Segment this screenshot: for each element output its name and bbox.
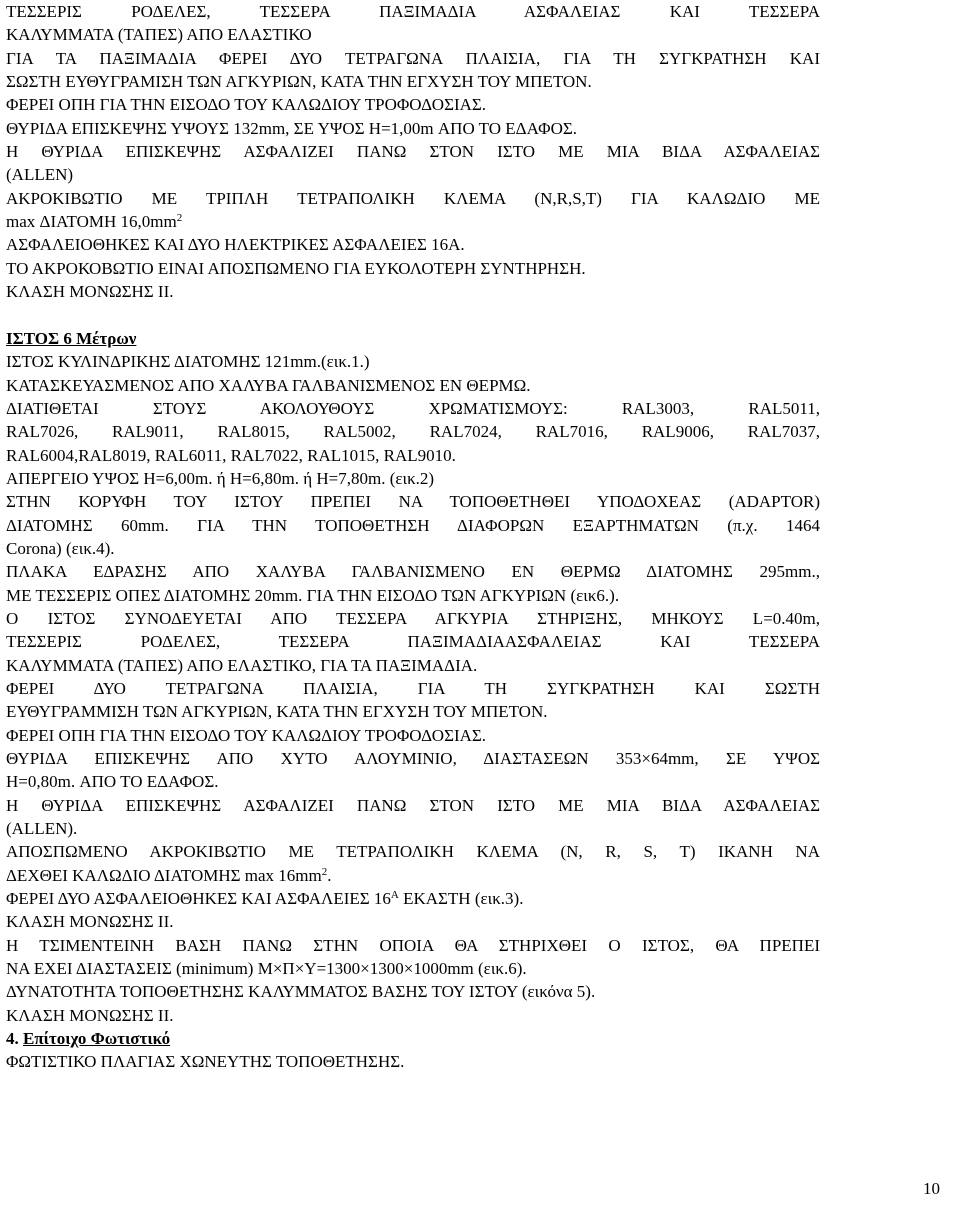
line-text: ΑΚΡΟΚΙΒΩΤΙΟ ΜΕ ΤΡΙΠΛΗ ΤΕΤΡΑΠΟΛΙΚΗ ΚΛΕΜΑ (N,R,S,T) ΓΙΑ ΚΑΛΩΔΙΟ ΜΕ <box>6 188 820 208</box>
text-line <box>6 514 820 537</box>
line-text: (ALLEN) <box>6 165 74 185</box>
line-text: ΔΙΑΤΙΘΕΤΑΙ ΣΤΟΥΣ ΑΚΟΛΟΥΘΟΥΣ ΧΡΩΜΑΤΙΣΜΟΥΣ: RAL3003, RAL5011, <box>6 398 820 418</box>
line-text: ΤΕΣΣΕΡΙΣ ΡΟΔΕΛΕΣ, ΤΕΣΣΕΡΑ ΠΑΞΙΜΑΔΙΑΑΣΦΑΛΕΙΑΣ ΚΑΙ ΤΕΣΣΕΡΑ <box>6 632 820 652</box>
text-line <box>6 560 820 583</box>
line-text: ΘΥΡΙΔΑ ΕΠΙΣΚΕΨΗΣ ΥΨΟΥΣ 132mm, ΣΕ ΥΨΟΣ Η=1,00m ΑΠΟ ΤΟ ΕΔΑΦΟΣ. <box>6 118 578 138</box>
text-line <box>6 537 820 560</box>
text-line <box>6 374 820 397</box>
line-text: ΦΕΡΕΙ ΔΥΟ ΑΣΦΑΛΕΙΟΘΗΚΕΣ ΚΑΙ ΑΣΦΑΛΕΙΕΣ 16 <box>6 889 391 909</box>
text-line <box>6 47 820 70</box>
text-line <box>6 910 820 933</box>
text-line <box>6 677 820 700</box>
text-line <box>6 444 820 467</box>
line-text: ΝΑ ΕΧΕΙ ΔΙΑΣΤΑΣΕΙΣ (minimum) Μ×Π×Υ=1300×1300×1000mm (εικ.6). <box>6 959 527 979</box>
text-line <box>6 467 820 490</box>
text-line <box>6 747 820 770</box>
line-text: ΚΛΑΣΗ ΜΟΝΩΣΗΣ ΙΙ. <box>6 1005 174 1025</box>
text-line <box>6 957 820 980</box>
superscript: 2 <box>321 865 328 878</box>
text-line <box>6 70 820 93</box>
line-text: Corona) (εικ.4). <box>6 538 115 558</box>
line-text: max ΔΙΑΤΟΜΗ 16,0mm <box>6 212 177 232</box>
text-line <box>6 1004 820 1027</box>
text-line <box>6 934 820 957</box>
document-body <box>6 0 820 1074</box>
text-line <box>6 584 820 607</box>
line-text: ΤΟ ΑΚΡΟΚΟΒΩΤΙΟ ΕΙΝΑΙ ΑΠΟΣΠΩΜΕΝΟ ΓΙΑ ΕΥΚΟΛΟΤΕΡΗ ΣΥΝΤΗΡΗΣΗ. <box>6 258 586 278</box>
text-line <box>6 840 820 863</box>
text-line <box>6 1050 820 1073</box>
text-line <box>6 187 820 210</box>
line-text: Η ΤΣΙΜΕΝΤΕΙΝΗ ΒΑΣΗ ΠΑΝΩ ΣΤΗΝ ΟΠΟΙΑ ΘΑ ΣΤΗΡΙΧΘΕΙ Ο ΙΣΤΟΣ, ΘΑ ΠΡΕΠΕΙ <box>6 935 820 955</box>
line-text: ΔΥΝΑΤΟΤΗΤΑ ΤΟΠΟΘΕΤΗΣΗΣ ΚΑΛΥΜΜΑΤΟΣ ΒΑΣΗΣ ΤΟΥ ΙΣΤΟΥ (εικόνα 5). <box>6 982 596 1002</box>
text-line <box>6 420 820 443</box>
section-title: Επίτοιχο Φωτιστικό <box>23 1029 171 1049</box>
text-line <box>6 210 820 233</box>
blank-line <box>6 303 820 326</box>
text-line <box>6 607 820 630</box>
section-number: 4. <box>6 1029 23 1049</box>
line-text-tail: . <box>327 865 332 885</box>
line-text: ΦΩΤΙΣΤΙΚΟ ΠΛΑΓΙΑΣ ΧΩΝΕΥΤΗΣ ΤΟΠΟΘΕΤΗΣΗΣ. <box>6 1052 405 1072</box>
line-text: (ALLEN). <box>6 819 78 839</box>
text-line <box>6 770 820 793</box>
section-title: ΙΣΤΟΣ 6 Μέτρων <box>6 328 137 348</box>
section-heading <box>6 1027 820 1050</box>
line-text: ΑΠΕΡΓΕΙΟ ΥΨΟΣ Η=6,00m. ή Η=6,80m. ή Η=7,80m. (εικ.2) <box>6 468 435 488</box>
line-text: ΓΙΑ ΤΑ ΠΑΞΙΜΑΔΙΑ ΦΕΡΕΙ ΔΥΟ ΤΕΤΡΑΓΩΝΑ ΠΛΑΙΣΙΑ, ΓΙΑ ΤΗ ΣΥΓΚΡΑΤΗΣΗ ΚΑΙ <box>6 48 820 68</box>
text-line <box>6 23 820 46</box>
line-text: RAL7026, RAL9011, RAL8015, RAL5002, RAL7024, RAL7016, RAL9006, RAL7037, <box>6 422 820 442</box>
text-line <box>6 163 820 186</box>
text-line <box>6 887 820 910</box>
text-line <box>6 980 820 1003</box>
line-text: ΦΕΡΕΙ ΟΠΗ ΓΙΑ ΤΗΝ ΕΙΣΟΔΟ ΤΟΥ ΚΑΛΩΔΙΟΥ ΤΡΟΦΟΔΟΣΙΑΣ. <box>6 95 487 115</box>
line-text: ΤΕΣΣΕΡΙΣ ΡΟΔΕΛΕΣ, ΤΕΣΣΕΡΑ ΠΑΞΙΜΑΔΙΑ ΑΣΦΑΛΕΙΑΣ ΚΑΙ ΤΕΣΣΕΡΑ <box>6 2 820 21</box>
text-line <box>6 350 820 373</box>
line-text: ΚΑΤΑΣΚΕΥΑΣΜΕΝΟΣ ΑΠΟ ΧΑΛΥΒΑ ΓΑΛΒΑΝΙΣΜΕΝΟΣ ΕΝ ΘΕΡΜΩ. <box>6 375 531 395</box>
line-text: ΚΑΛΥΜΜΑΤΑ (ΤΑΠΕΣ) ΑΠΟ ΕΛΑΣΤΙΚΟ <box>6 25 312 45</box>
line-text: ΣΤΗΝ ΚΟΡΥΦΗ ΤΟΥ ΙΣΤΟΥ ΠΡΕΠΕΙ ΝΑ ΤΟΠΟΘΕΤΗΘΕΙ ΥΠΟΔΟΧΕΑΣ (ADAPTOR) <box>6 492 820 512</box>
text-line <box>6 93 820 116</box>
line-text: RAL6004,RAL8019, RAL6011, RAL7022, RAL1015, RAL9010. <box>6 445 456 465</box>
text-line <box>6 817 820 840</box>
text-line <box>6 724 820 747</box>
line-text-tail: ΕΚΑΣΤΗ (εικ.3). <box>398 889 524 909</box>
page-number: 10 <box>923 1179 940 1198</box>
line-text: Η ΘΥΡΙΔΑ ΕΠΙΣΚΕΨΗΣ ΑΣΦΑΛΙΖΕΙ ΠΑΝΩ ΣΤΟΝ ΙΣΤΟ ΜΕ ΜΙΑ ΒΙΔΑ ΑΣΦΑΛΕΙΑΣ <box>6 142 820 162</box>
superscript: 2 <box>176 212 183 225</box>
text-line <box>6 233 820 256</box>
line-text: ΚΛΑΣΗ ΜΟΝΩΣΗΣ ΙΙ. <box>6 912 174 932</box>
text-line <box>6 140 820 163</box>
line-text: ΙΣΤΟΣ ΚΥΛΙΝΔΡΙΚΗΣ ΔΙΑΤΟΜΗΣ 121mm.(εικ.1.) <box>6 352 370 372</box>
line-text: ΕΥΘΥΓΡΑΜΜΙΣΗ ΤΩΝ ΑΓΚΥΡΙΩΝ, ΚΑΤΑ ΤΗΝ ΕΓΧΥΣΗ ΤΟΥ ΜΠΕΤΟΝ. <box>6 702 548 722</box>
line-text: ΑΣΦΑΛΕΙΟΘΗΚΕΣ ΚΑΙ ΔΥΟ ΗΛΕΚΤΡΙΚΕΣ ΑΣΦΑΛΕΙΕΣ 16Α. <box>6 235 465 255</box>
text-line <box>6 0 820 23</box>
line-text: ΣΩΣΤΗ ΕΥΘΥΓΡΑΜΙΣΗ ΤΩΝ ΑΓΚΥΡΙΩΝ, ΚΑΤΑ ΤΗΝ ΕΓΧΥΣΗ ΤΟΥ ΜΠΕΤΟΝ. <box>6 72 592 92</box>
line-text: ΦΕΡΕΙ ΟΠΗ ΓΙΑ ΤΗΝ ΕΙΣΟΔΟ ΤΟΥ ΚΑΛΩΔΙΟΥ ΤΡΟΦΟΔΟΣΙΑΣ. <box>6 725 487 745</box>
text-line <box>6 117 820 140</box>
text-line <box>6 630 820 653</box>
superscript: Α <box>390 889 399 902</box>
line-text: Ο ΙΣΤΟΣ ΣΥΝΟΔΕΥΕΤΑΙ ΑΠΟ ΤΕΣΣΕΡΑ ΑΓΚΥΡΙΑ ΣΤΗΡΙΞΗΣ, ΜΗΚΟΥΣ L=0.40m, <box>6 608 820 628</box>
line-text: ΔΙΑΤΟΜΗΣ 60mm. ΓΙΑ ΤΗΝ ΤΟΠΟΘΕΤΗΣΗ ΔΙΑΦΟΡΩΝ ΕΞΑΡΤΗΜΑΤΩΝ (π.χ. 1464 <box>6 515 820 535</box>
line-text: ΔΕΧΘΕΙ ΚΑΛΩΔΙΟ ΔΙΑΤΟΜΗΣ max 16mm <box>6 865 322 885</box>
line-text: ΠΛΑΚΑ ΕΔΡΑΣΗΣ ΑΠΟ ΧΑΛΥΒΑ ΓΑΛΒΑΝΙΣΜΕΝΟ ΕΝ ΘΕΡΜΩ ΔΙΑΤΟΜΗΣ 295mm., <box>6 562 820 582</box>
text-line <box>6 397 820 420</box>
line-text: ΜΕ ΤΕΣΣΕΡΙΣ ΟΠΕΣ ΔΙΑΤΟΜΗΣ 20mm. ΓΙΑ ΤΗΝ ΕΙΣΟΔΟ ΤΩΝ ΑΓΚΥΡΙΩΝ (εικ6.). <box>6 585 620 605</box>
text-line <box>6 864 820 887</box>
line-text: ΘΥΡΙΔΑ ΕΠΙΣΚΕΨΗΣ ΑΠΟ ΧΥΤΟ ΑΛΟΥΜΙΝΙΟ, ΔΙΑΣΤΑΣΕΩΝ 353×64mm, ΣΕ ΥΨΟΣ <box>6 749 820 768</box>
text-line <box>6 654 820 677</box>
line-text: Η=0,80m. ΑΠΟ ΤΟ ΕΔΑΦΟΣ. <box>6 772 219 792</box>
line-text: ΦΕΡΕΙ ΔΥΟ ΤΕΤΡΑΓΩΝΑ ΠΛΑΙΣΙΑ, ΓΙΑ ΤΗ ΣΥΓΚΡΑΤΗΣΗ ΚΑΙ ΣΩΣΤΗ <box>6 678 820 698</box>
text-line <box>6 280 820 303</box>
line-text: ΑΠΟΣΠΩΜΕΝΟ ΑΚΡΟΚΙΒΩΤΙΟ ΜΕ ΤΕΤΡΑΠΟΛΙΚΗ ΚΛΕΜΑ (N, R, S, T) ΙΚΑΝΗ ΝΑ <box>6 842 820 862</box>
text-line <box>6 257 820 280</box>
section-heading <box>6 327 820 350</box>
line-text: Η ΘΥΡΙΔΑ ΕΠΙΣΚΕΨΗΣ ΑΣΦΑΛΙΖΕΙ ΠΑΝΩ ΣΤΟΝ ΙΣΤΟ ΜΕ ΜΙΑ ΒΙΔΑ ΑΣΦΑΛΕΙΑΣ <box>6 795 820 815</box>
text-line <box>6 794 820 817</box>
line-text: ΚΑΛΥΜΜΑΤΑ (ΤΑΠΕΣ) ΑΠΟ ΕΛΑΣΤΙΚΟ, ΓΙΑ ΤΑ ΠΑΞΙΜΑΔΙΑ. <box>6 655 478 675</box>
text-line <box>6 490 820 513</box>
line-text: ΚΛΑΣΗ ΜΟΝΩΣΗΣ ΙΙ. <box>6 282 174 302</box>
text-line <box>6 700 820 723</box>
